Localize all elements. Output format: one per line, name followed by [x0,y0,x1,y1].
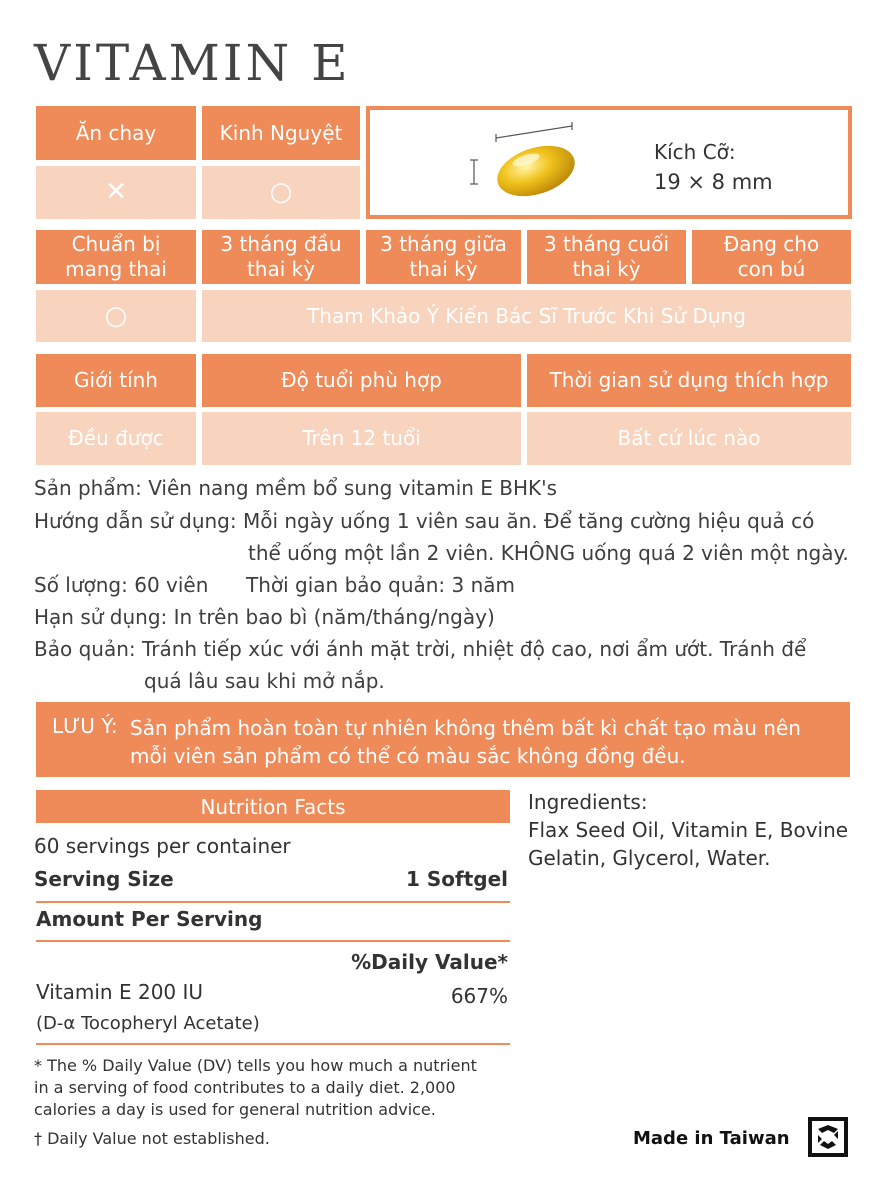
note-box [36,702,850,777]
consult-doctor-note: Tham Khảo Ý Kiến Bác Sĩ Trước Khi Sử Dụng [202,290,851,342]
pregnancy-prep-value [36,290,196,342]
serving-size-label: Serving Size [34,867,174,891]
cross-mark: ✕ [105,177,127,207]
divider [36,901,510,903]
page-title: VITAMIN E [34,34,351,92]
first-trimester-header: 3 tháng đầu thai kỳ [202,230,360,284]
second-trimester-header: 3 tháng giữa thai kỳ [366,230,521,284]
shelf-life-line: Thời gian bảo quản: 3 năm [246,573,516,597]
ingredients-label: Ingredients: [528,790,648,814]
storage-line-1: Bảo quản: Tránh tiếp xúc với ánh mặt trời, nhiệt độ cao, nơi ẩm ướt. Tránh để [34,637,807,661]
nutrient-form: (D-α Tocopheryl Acetate) [36,1013,260,1034]
age-value: Trên 12 tuổi [202,412,521,465]
usage-time-header: Thời gian sử dụng thích hợp [527,354,851,407]
ingredients [528,788,848,872]
gender-header: Giới tính [36,354,196,407]
capsule-size-box [366,106,852,219]
nutrient-daily-value: 667% [450,984,508,1008]
product-line: Sản phẩm: Viên nang mềm bổ sung vitamin E BHK's [34,476,558,500]
amount-per-serving: Amount Per Serving [36,907,263,931]
pregnancy-prep-header: Chuẩn bị mang thai [36,230,196,284]
breastfeeding-header: Đang cho con bú [692,230,851,284]
expiry-line: Hạn sử dụng: In trên bao bì (năm/tháng/ngày) [34,605,495,629]
circle-mark: ○ [269,177,293,207]
menstruation-value [202,166,360,219]
vegetarian-value [36,166,196,219]
footnote-line-2: in a serving of food contributes to a daily diet. 2,000 [34,1078,456,1097]
size-value: 19 × 8 mm [654,170,773,194]
vegetarian-header: Ăn chay [36,106,196,160]
nutrient-name: Vitamin E 200 IU [36,980,204,1004]
note-label: LƯU Ý: [52,714,118,738]
dagger-note: † Daily Value not established. [34,1129,270,1148]
circle-mark: ○ [104,300,128,331]
usage-line-2: thể uống một lần 2 viên. KHÔNG uống quá 2 viên một ngày. [248,541,849,565]
serving-size-value: 1 Softgel [405,867,508,891]
gender-value: Đều được [36,412,196,465]
daily-value-header: %Daily Value* [351,950,508,974]
divider [36,1043,510,1045]
nutrition-facts-header: Nutrition Facts [36,790,510,823]
divider [36,940,510,942]
usage-line-1: Hướng dẫn sử dụng: Mỗi ngày uống 1 viên sau ăn. Để tăng cường hiệu quả có [34,509,815,533]
capsule-image [462,116,642,216]
ingredients-line-2: Gelatin, Glycerol, Water. [528,846,771,870]
quantity-line: Số lượng: 60 viên [34,573,209,597]
usage-time-value: Bất cứ lúc nào [527,412,851,465]
age-header: Độ tuổi phù hợp [202,354,521,407]
size-label: Kích Cỡ: [654,140,736,164]
third-trimester-header: 3 tháng cuối thai kỳ [527,230,686,284]
footnote-line-3: calories a day is used for general nutrition advice. [34,1100,436,1119]
note-text [130,714,801,770]
recycle-icon [808,1117,848,1157]
menstruation-header: Kinh Nguyệt [202,106,360,160]
footnote-line-1: * The % Daily Value (DV) tells you how much a nutrient [34,1056,477,1075]
ingredients-line-1: Flax Seed Oil, Vitamin E, Bovine [528,818,849,842]
note-line-1: Sản phẩm hoàn toàn tự nhiên không thêm bất kì chất tạo màu nên [130,716,801,740]
servings-per-container: 60 servings per container [34,834,291,858]
made-in-label: Made in Taiwan [633,1128,790,1149]
storage-line-2: quá lâu sau khi mở nắp. [144,669,385,693]
note-line-2: mỗi viên sản phẩm có thể có màu sắc không đồng đều. [130,744,686,768]
